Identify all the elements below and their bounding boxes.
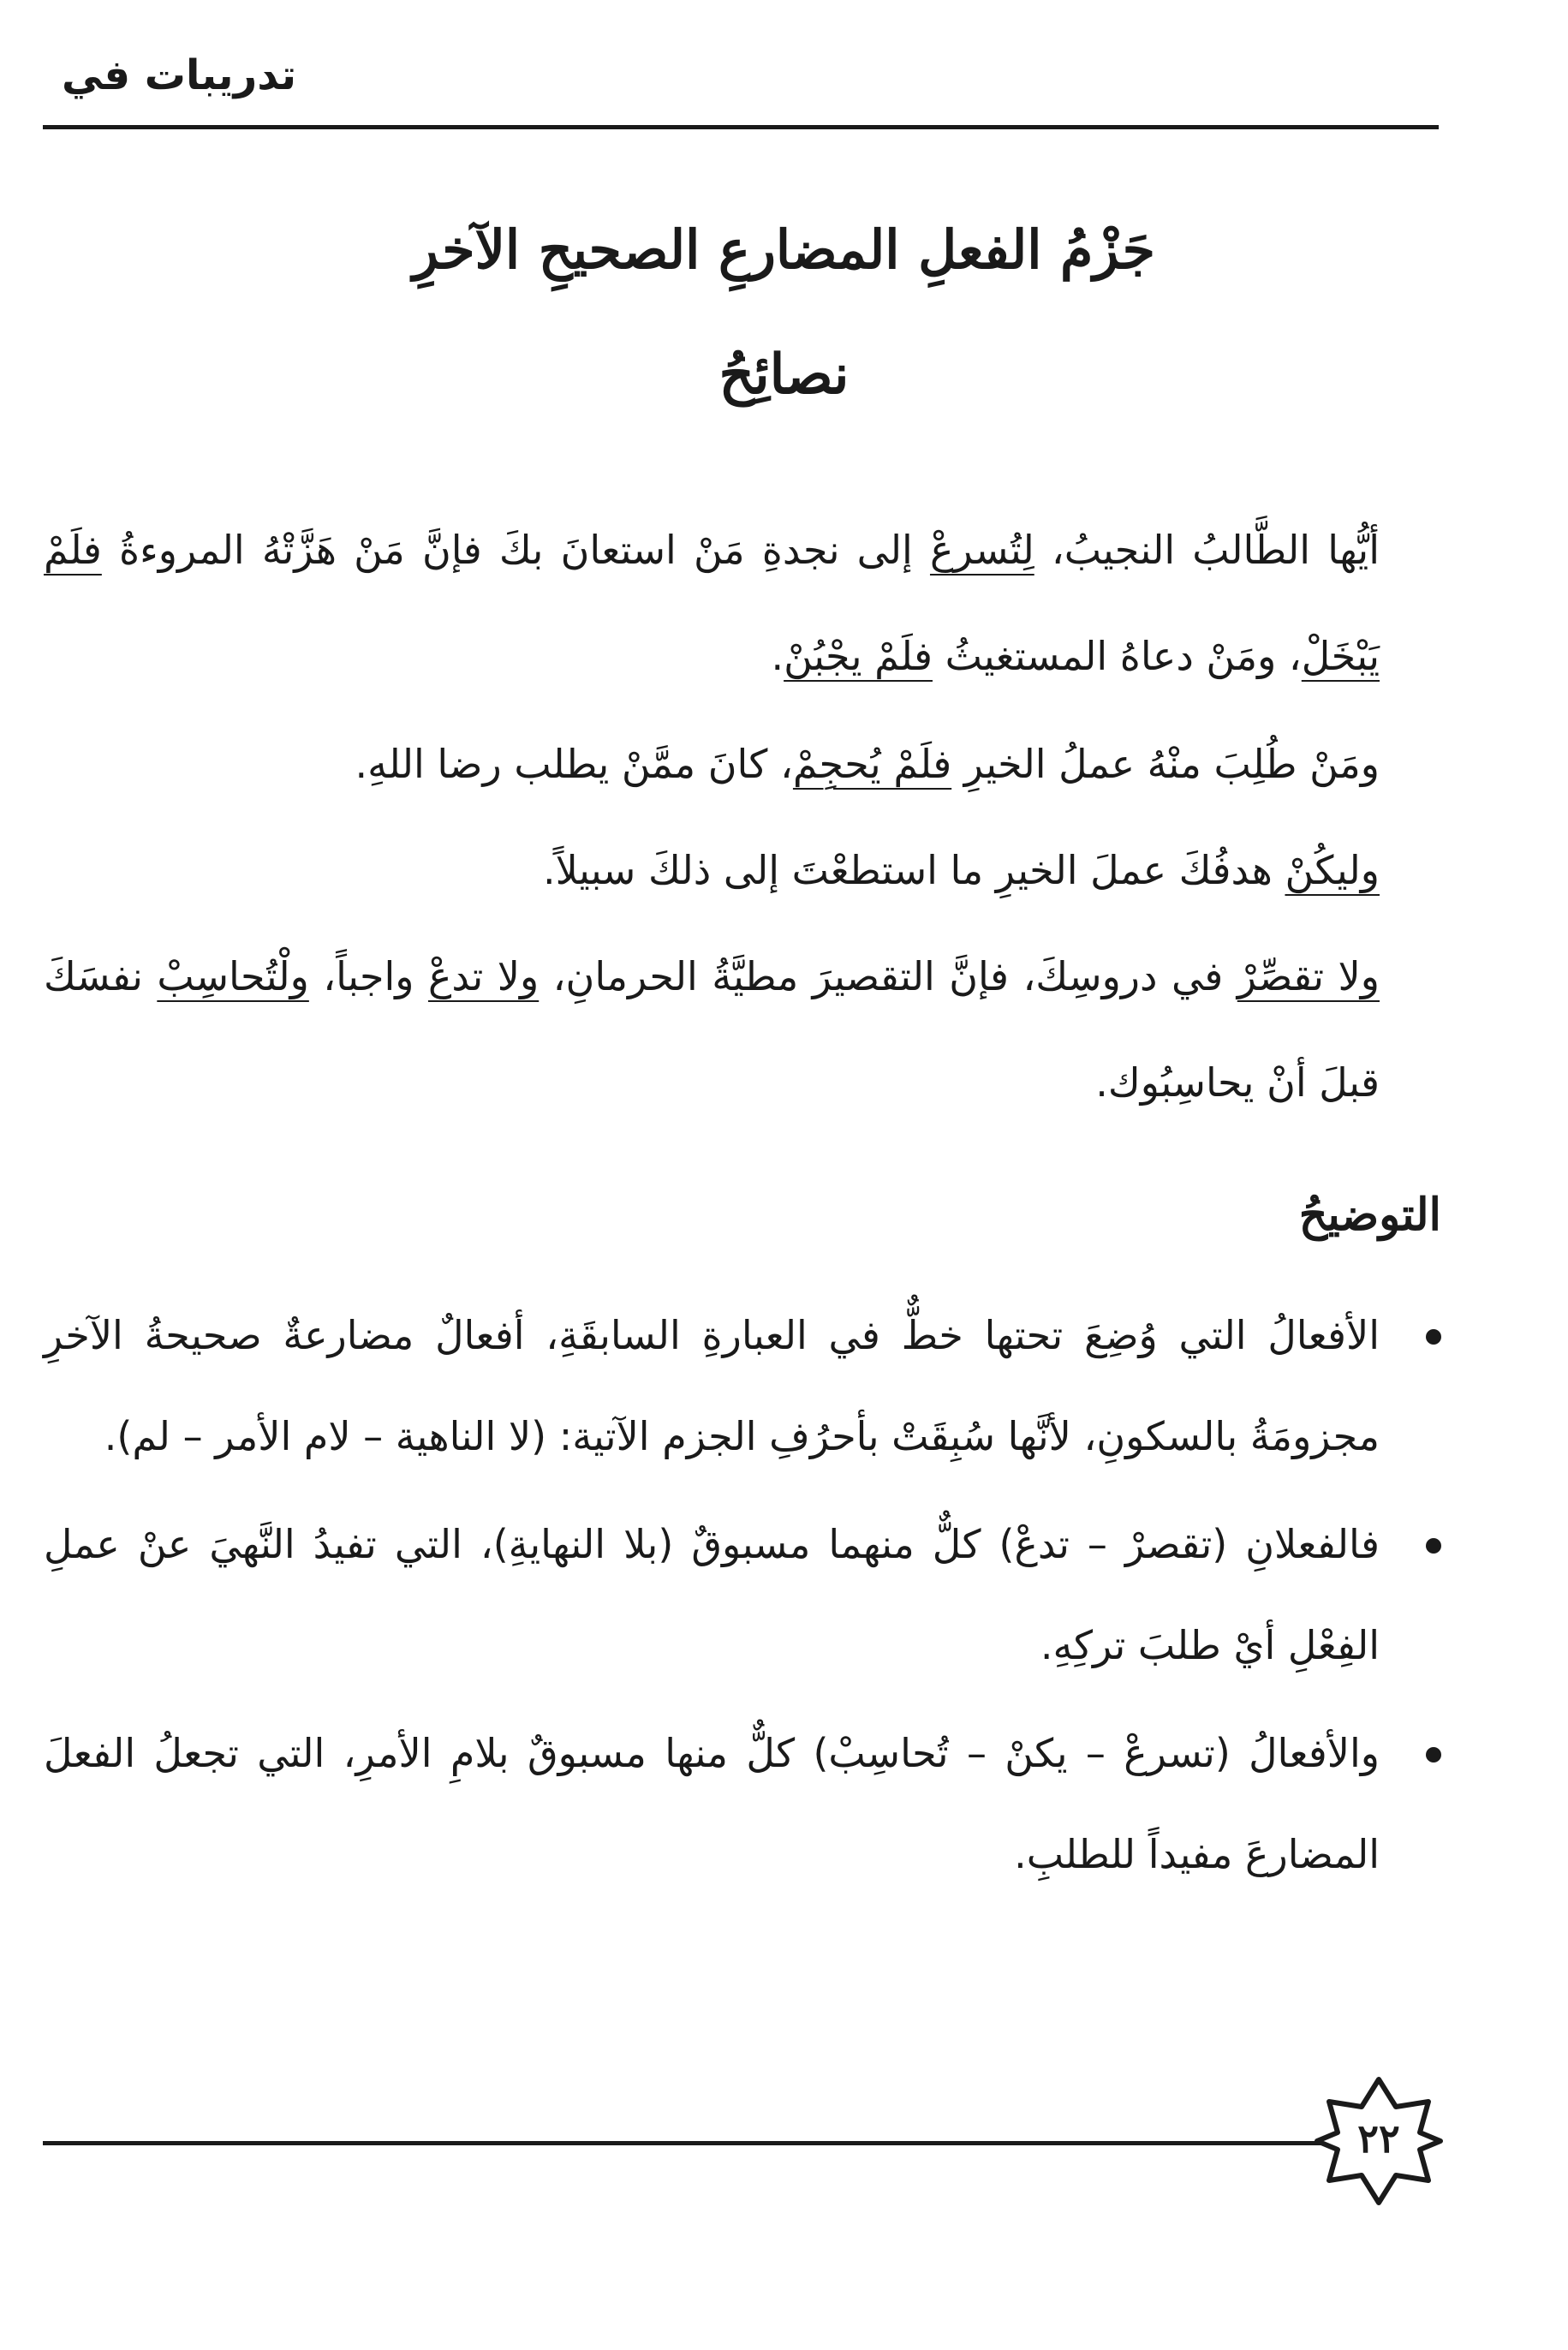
bullet-dot-icon	[1426, 1538, 1441, 1554]
paragraph	[44, 497, 1380, 709]
paragraph-text: ، ومَنْ دعاهُ المستغيثُ	[932, 633, 1302, 679]
paragraph	[44, 817, 1380, 923]
lesson-title: جَزْمُ الفعلِ المضارعِ الصحيحِ الآخرِ	[413, 218, 1155, 281]
bullet-dot-icon	[1426, 1329, 1441, 1345]
section-title: نصائِحُ	[718, 343, 850, 407]
running-header-title: تدريبات في	[62, 51, 296, 99]
explanation-list	[44, 1285, 1441, 1912]
paragraph-text: واجباً،	[308, 953, 428, 999]
explanation-item	[44, 1703, 1441, 1905]
underlined-verb: فلَمْ يجْبُنْ	[784, 633, 933, 679]
header-rule	[43, 125, 1439, 129]
paragraph-text: إلى نجدةِ مَنْ استعانَ بكَ فإنَّ مَنْ هَزَّتْهُ المروءةُ	[101, 527, 930, 573]
paragraph	[44, 923, 1380, 1136]
underlined-verb: ولْتُحاسِبْ	[157, 953, 309, 999]
underlined-verb: لِتُسرعْ	[929, 527, 1034, 573]
explanation-item	[44, 1494, 1441, 1696]
paragraph-text: هدفُكَ عملَ الخيرِ ما استطعْتَ إلى ذلكَ سبيلاً.	[542, 847, 1285, 893]
underlined-verb: فلَمْ يُحجِمْ	[792, 741, 952, 787]
bullet-dot-icon	[1426, 1747, 1441, 1762]
underlined-verb: وليكُنْ	[1285, 847, 1380, 893]
paragraph	[44, 711, 1380, 817]
paragraph-text: أيُّها الطَّالبُ النجيبُ،	[1034, 527, 1380, 573]
underlined-verb: فلَمْ يَبْخَلْ	[44, 527, 1380, 679]
explanation-item-text: فالفعلانِ (تقصرْ – تدعْ) كلٌّ منهما مسبوقٌ (بلا النهايةِ)، التي تفيدُ النَّهيَ عنْ عملِ الفِعْلِ أيْ طلبَ تركِهِ.	[44, 1521, 1380, 1668]
underlined-verb: ولا تقصِّرْ	[1237, 953, 1380, 999]
explanation-item-text: الأفعالُ التي وُضِعَ تحتها خطٌّ في العبارةِ السابقَةِ، أفعالٌ مضارعةٌ صحيحةُ الآخرِ مجزومَةُ بالسكونِ، لأنَّها سُبِقَتْ بأحرُفِ الجزم الآتية: (لا الناهية – لام الأمر – لم).	[44, 1312, 1380, 1459]
explanation-item-text: والأفعالُ (تسرعْ – يكنْ – تُحاسِبْ) كلٌّ منها مسبوقٌ بلامِ الأمرِ، التي تجعلُ الفعلَ المضارعَ مفيداً للطلبِ.	[44, 1730, 1380, 1877]
paragraph-text: نفسَكَ قبلَ أنْ يحاسِبُوك.	[44, 953, 1380, 1106]
paragraph-text: .	[771, 633, 784, 679]
underlined-verb: ولا تدعْ	[427, 953, 540, 999]
paragraph-text: ومَنْ طُلِبَ منْهُ عملُ الخيرِ	[951, 741, 1380, 787]
explanation-item	[44, 1285, 1441, 1487]
explanation-heading: التوضيحُ	[1298, 1189, 1441, 1241]
paragraph-text: في دروسِكَ، فإنَّ التقصيرَ مطيَّةُ الحرمانِ،	[539, 953, 1237, 999]
page-number: ٢٢	[1357, 2115, 1400, 2162]
footer-rule	[43, 2141, 1327, 2145]
paragraph-text: ، كانَ ممَّنْ يطلب رضا اللهِ.	[355, 741, 793, 787]
